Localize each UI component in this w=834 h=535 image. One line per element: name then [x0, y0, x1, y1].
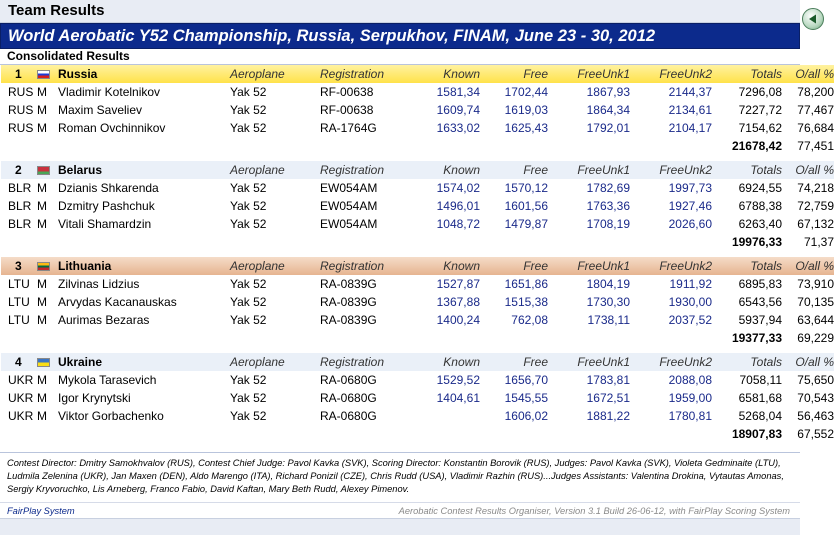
- pilot-aeroplane: Yak 52: [230, 371, 320, 389]
- score-free: 1619,03: [480, 101, 548, 119]
- championship-title-bar: [0, 23, 800, 49]
- team-overall: 71,37: [782, 233, 834, 251]
- pilot-name: Dzmitry Pashchuk: [58, 197, 230, 215]
- back-arrow-icon: [807, 13, 819, 25]
- pilot-gender: M: [37, 119, 58, 137]
- score-freeunk1: 1783,81: [548, 371, 630, 389]
- pilot-aeroplane: Yak 52: [230, 101, 320, 119]
- col-header-overall: O/all %: [782, 353, 834, 371]
- pilot-country: LTU: [1, 311, 37, 329]
- score-overall: 70,135: [782, 293, 834, 311]
- col-header-aeroplane: Aeroplane: [230, 161, 320, 179]
- pilot-aeroplane: Yak 52: [230, 215, 320, 233]
- flag-icon: [37, 262, 50, 271]
- pilot-gender: M: [37, 371, 58, 389]
- score-freeunk1: 1763,36: [548, 197, 630, 215]
- officials-line: Sergiy Kryvoruchko, Lis Arneberg, Franco Fabio, David Kaftan, Mary Beth Rudd, Alexey Pimenov.: [7, 484, 410, 494]
- team-name: Ukraine: [58, 353, 230, 371]
- score-free: 1601,56: [480, 197, 548, 215]
- footer-bar: [0, 502, 800, 519]
- pilot-registration: RA-0839G: [320, 311, 400, 329]
- score-free: 1656,70: [480, 371, 548, 389]
- pilot-name: Dzianis Shkarenda: [58, 179, 230, 197]
- col-header-aeroplane: Aeroplane: [230, 353, 320, 371]
- pilot-gender: M: [37, 215, 58, 233]
- score-total: 7296,08: [712, 83, 782, 101]
- col-header-freeunk1: FreeUnk1: [548, 65, 630, 83]
- score-free: 1545,55: [480, 389, 548, 407]
- score-freeunk2: 1911,92: [630, 275, 712, 293]
- score-total: 5268,04: [712, 407, 782, 425]
- score-freeunk1: 1792,01: [548, 119, 630, 137]
- col-header-free: Free: [480, 353, 548, 371]
- pilot-gender: M: [37, 275, 58, 293]
- pilot-gender: M: [37, 311, 58, 329]
- score-overall: 67,132: [782, 215, 834, 233]
- team-rank: 2: [1, 161, 37, 179]
- score-overall: 56,463: [782, 407, 834, 425]
- page-header-title: Team Results: [8, 2, 105, 19]
- section-subtitle-text: Consolidated Results: [7, 49, 130, 63]
- pilot-gender: M: [37, 101, 58, 119]
- team-name: Belarus: [58, 161, 230, 179]
- score-total: 6543,56: [712, 293, 782, 311]
- flag-icon: [37, 358, 50, 367]
- team-overall: 69,229: [782, 329, 834, 347]
- score-total: 6788,38: [712, 197, 782, 215]
- col-header-known: Known: [400, 353, 480, 371]
- col-header-free: Free: [480, 161, 548, 179]
- score-free: 1606,02: [480, 407, 548, 425]
- score-freeunk2: 2104,17: [630, 119, 712, 137]
- score-free: 762,08: [480, 311, 548, 329]
- col-header-known: Known: [400, 257, 480, 275]
- score-total: 6895,83: [712, 275, 782, 293]
- team-header-row: [1, 161, 834, 179]
- score-total: 6924,55: [712, 179, 782, 197]
- team-total-spacer: [1, 233, 712, 251]
- score-free: 1515,38: [480, 293, 548, 311]
- pilot-aeroplane: Yak 52: [230, 293, 320, 311]
- col-header-freeunk1: FreeUnk1: [548, 257, 630, 275]
- col-header-totals: Totals: [712, 257, 782, 275]
- pilot-name: Viktor Gorbachenko: [58, 407, 230, 425]
- score-freeunk1: 1804,19: [548, 275, 630, 293]
- pilot-registration: RF-00638: [320, 83, 400, 101]
- score-overall: 77,467: [782, 101, 834, 119]
- team-header-row: [1, 65, 834, 83]
- col-header-known: Known: [400, 161, 480, 179]
- score-free: 1702,44: [480, 83, 548, 101]
- pilot-aeroplane: Yak 52: [230, 179, 320, 197]
- score-overall: 72,759: [782, 197, 834, 215]
- team-total: 19976,33: [712, 233, 782, 251]
- score-known: 1367,88: [400, 293, 480, 311]
- score-freeunk1: 1867,93: [548, 83, 630, 101]
- col-header-aeroplane: Aeroplane: [230, 65, 320, 83]
- score-total: 7154,62: [712, 119, 782, 137]
- pilot-row: [1, 293, 834, 311]
- pilot-row: [1, 389, 834, 407]
- pilot-country: UKR: [1, 407, 37, 425]
- score-freeunk1: 1881,22: [548, 407, 630, 425]
- score-known: 1404,61: [400, 389, 480, 407]
- score-freeunk2: 2134,61: [630, 101, 712, 119]
- team-rank: 1: [1, 65, 37, 83]
- team-total-row: [1, 137, 834, 155]
- team-rank: 3: [1, 257, 37, 275]
- score-known: 1529,52: [400, 371, 480, 389]
- score-known: 1400,24: [400, 311, 480, 329]
- team-total: 18907,83: [712, 425, 782, 443]
- score-free: 1651,86: [480, 275, 548, 293]
- championship-title: World Aerobatic Y52 Championship, Russia, Serpukhov, FINAM, June 23 - 30, 2012: [8, 27, 656, 45]
- score-known: 1574,02: [400, 179, 480, 197]
- pilot-name: Maxim Saveliev: [58, 101, 230, 119]
- score-freeunk1: 1708,19: [548, 215, 630, 233]
- col-header-free: Free: [480, 257, 548, 275]
- col-header-aeroplane: Aeroplane: [230, 257, 320, 275]
- score-freeunk1: 1738,11: [548, 311, 630, 329]
- col-header-freeunk2: FreeUnk2: [630, 257, 712, 275]
- pilot-gender: M: [37, 293, 58, 311]
- score-overall: 70,543: [782, 389, 834, 407]
- pilot-registration: RA-0839G: [320, 293, 400, 311]
- score-free: 1625,43: [480, 119, 548, 137]
- pilot-registration: RA-0839G: [320, 275, 400, 293]
- officials-line: Ludmila Zelenina (UKR), Jan Maxen (DEN), Aldo Marengo (ITA), Richard Ponizil (CZE), Chris Rudd (USA), Vladimir Razhin (RUS)...Judges Assistants: Valentina Drokina, Vytautas Amonas,: [7, 471, 784, 481]
- page-header: [0, 0, 800, 23]
- pilot-name: Mykola Tarasevich: [58, 371, 230, 389]
- pilot-aeroplane: Yak 52: [230, 311, 320, 329]
- pilot-registration: EW054AM: [320, 197, 400, 215]
- col-header-totals: Totals: [712, 65, 782, 83]
- score-overall: 76,684: [782, 119, 834, 137]
- score-total: 7227,72: [712, 101, 782, 119]
- pilot-name: Vladimir Kotelnikov: [58, 83, 230, 101]
- score-total: 6263,40: [712, 215, 782, 233]
- team-name: Russia: [58, 65, 230, 83]
- section-subtitle: [0, 49, 800, 65]
- pilot-aeroplane: Yak 52: [230, 119, 320, 137]
- pilot-registration: RA-0680G: [320, 407, 400, 425]
- score-freeunk2: 2026,60: [630, 215, 712, 233]
- score-total: 6581,68: [712, 389, 782, 407]
- team-rank: 4: [1, 353, 37, 371]
- pilot-country: RUS: [1, 101, 37, 119]
- team-flag-cell: [37, 161, 58, 179]
- pilot-row: [1, 371, 834, 389]
- score-freeunk1: 1730,30: [548, 293, 630, 311]
- pilot-registration: RA-0680G: [320, 389, 400, 407]
- officials-notes: [0, 452, 800, 502]
- pilot-country: BLR: [1, 215, 37, 233]
- team-flag-cell: [37, 353, 58, 371]
- col-header-registration: Registration: [320, 353, 400, 371]
- pilot-aeroplane: Yak 52: [230, 83, 320, 101]
- team-overall: 77,451: [782, 137, 834, 155]
- pilot-name: Zilvinas Lidzius: [58, 275, 230, 293]
- score-known: 1609,74: [400, 101, 480, 119]
- score-freeunk2: 1930,00: [630, 293, 712, 311]
- team-flag-cell: [37, 65, 58, 83]
- score-overall: 73,910: [782, 275, 834, 293]
- team-total-spacer: [1, 425, 712, 443]
- pilot-country: RUS: [1, 119, 37, 137]
- score-total: 7058,11: [712, 371, 782, 389]
- col-header-freeunk2: FreeUnk2: [630, 161, 712, 179]
- score-free: 1570,12: [480, 179, 548, 197]
- results-table: [1, 65, 834, 443]
- pilot-row: [1, 83, 834, 101]
- system-name: FairPlay System: [7, 506, 75, 516]
- pilot-country: RUS: [1, 83, 37, 101]
- pilot-country: UKR: [1, 371, 37, 389]
- pilot-name: Aurimas Bezaras: [58, 311, 230, 329]
- team-name: Lithuania: [58, 257, 230, 275]
- score-known: 1527,87: [400, 275, 480, 293]
- pilot-gender: M: [37, 179, 58, 197]
- score-overall: 63,644: [782, 311, 834, 329]
- score-freeunk1: 1782,69: [548, 179, 630, 197]
- pilot-row: [1, 407, 834, 425]
- pilot-row: [1, 119, 834, 137]
- col-header-overall: O/all %: [782, 65, 834, 83]
- score-known: 1048,72: [400, 215, 480, 233]
- col-header-freeunk2: FreeUnk2: [630, 65, 712, 83]
- score-freeunk2: 1780,81: [630, 407, 712, 425]
- score-total: 5937,94: [712, 311, 782, 329]
- back-button[interactable]: [802, 8, 824, 30]
- team-total: 19377,33: [712, 329, 782, 347]
- col-header-freeunk2: FreeUnk2: [630, 353, 712, 371]
- col-header-registration: Registration: [320, 161, 400, 179]
- team-header-row: [1, 257, 834, 275]
- pilot-country: UKR: [1, 389, 37, 407]
- col-header-registration: Registration: [320, 257, 400, 275]
- col-header-totals: Totals: [712, 353, 782, 371]
- pilot-gender: M: [37, 83, 58, 101]
- flag-icon: [37, 70, 50, 79]
- pilot-country: LTU: [1, 275, 37, 293]
- score-free: 1479,87: [480, 215, 548, 233]
- score-freeunk2: 1997,73: [630, 179, 712, 197]
- pilot-country: BLR: [1, 179, 37, 197]
- pilot-row: [1, 101, 834, 119]
- team-overall: 67,552: [782, 425, 834, 443]
- pilot-row: [1, 197, 834, 215]
- col-header-known: Known: [400, 65, 480, 83]
- pilot-name: Arvydas Kacanauskas: [58, 293, 230, 311]
- team-header-row: [1, 353, 834, 371]
- col-header-overall: O/all %: [782, 257, 834, 275]
- pilot-registration: EW054AM: [320, 215, 400, 233]
- team-total-spacer: [1, 137, 712, 155]
- pilot-name: Igor Krynytski: [58, 389, 230, 407]
- score-freeunk1: 1672,51: [548, 389, 630, 407]
- bottom-strip: [0, 518, 800, 535]
- pilot-row: [1, 275, 834, 293]
- pilot-country: LTU: [1, 293, 37, 311]
- pilot-registration: RA-1764G: [320, 119, 400, 137]
- officials-line: Contest Director: Dmitry Samokhvalov (RUS), Contest Chief Judge: Pavol Kavka (SVK), Scoring Director: Konstantin Borovik (RUS), Judges: Pavol Kavka (SVK), Violeta Gedminaite (LTU),: [7, 458, 781, 468]
- pilot-registration: RF-00638: [320, 101, 400, 119]
- col-header-freeunk1: FreeUnk1: [548, 353, 630, 371]
- pilot-gender: M: [37, 389, 58, 407]
- score-freeunk2: 2088,08: [630, 371, 712, 389]
- col-header-totals: Totals: [712, 161, 782, 179]
- team-flag-cell: [37, 257, 58, 275]
- score-known: 1633,02: [400, 119, 480, 137]
- score-known: [400, 407, 480, 425]
- pilot-gender: M: [37, 407, 58, 425]
- pilot-registration: RA-0680G: [320, 371, 400, 389]
- team-total-row: [1, 233, 834, 251]
- pilot-name: Roman Ovchinnikov: [58, 119, 230, 137]
- score-freeunk2: 2037,52: [630, 311, 712, 329]
- pilot-aeroplane: Yak 52: [230, 407, 320, 425]
- flag-icon: [37, 166, 50, 175]
- pilot-gender: M: [37, 197, 58, 215]
- col-header-free: Free: [480, 65, 548, 83]
- team-total-row: [1, 329, 834, 347]
- software-credit: Aerobatic Contest Results Organiser, Version 3.1 Build 26-06-12, with FairPlay Scoring System: [398, 506, 790, 516]
- score-overall: 75,650: [782, 371, 834, 389]
- score-overall: 74,218: [782, 179, 834, 197]
- pilot-country: BLR: [1, 197, 37, 215]
- score-freeunk2: 1927,46: [630, 197, 712, 215]
- pilot-row: [1, 311, 834, 329]
- col-header-overall: O/all %: [782, 161, 834, 179]
- team-total: 21678,42: [712, 137, 782, 155]
- pilot-name: Vitali Shamardzin: [58, 215, 230, 233]
- score-known: 1581,34: [400, 83, 480, 101]
- team-total-row: [1, 425, 834, 443]
- pilot-aeroplane: Yak 52: [230, 275, 320, 293]
- score-freeunk2: 1959,00: [630, 389, 712, 407]
- score-freeunk1: 1864,34: [548, 101, 630, 119]
- pilot-row: [1, 215, 834, 233]
- pilot-row: [1, 179, 834, 197]
- pilot-aeroplane: Yak 52: [230, 389, 320, 407]
- pilot-registration: EW054AM: [320, 179, 400, 197]
- score-known: 1496,01: [400, 197, 480, 215]
- score-overall: 78,200: [782, 83, 834, 101]
- col-header-freeunk1: FreeUnk1: [548, 161, 630, 179]
- pilot-aeroplane: Yak 52: [230, 197, 320, 215]
- col-header-registration: Registration: [320, 65, 400, 83]
- team-total-spacer: [1, 329, 712, 347]
- score-freeunk2: 2144,37: [630, 83, 712, 101]
